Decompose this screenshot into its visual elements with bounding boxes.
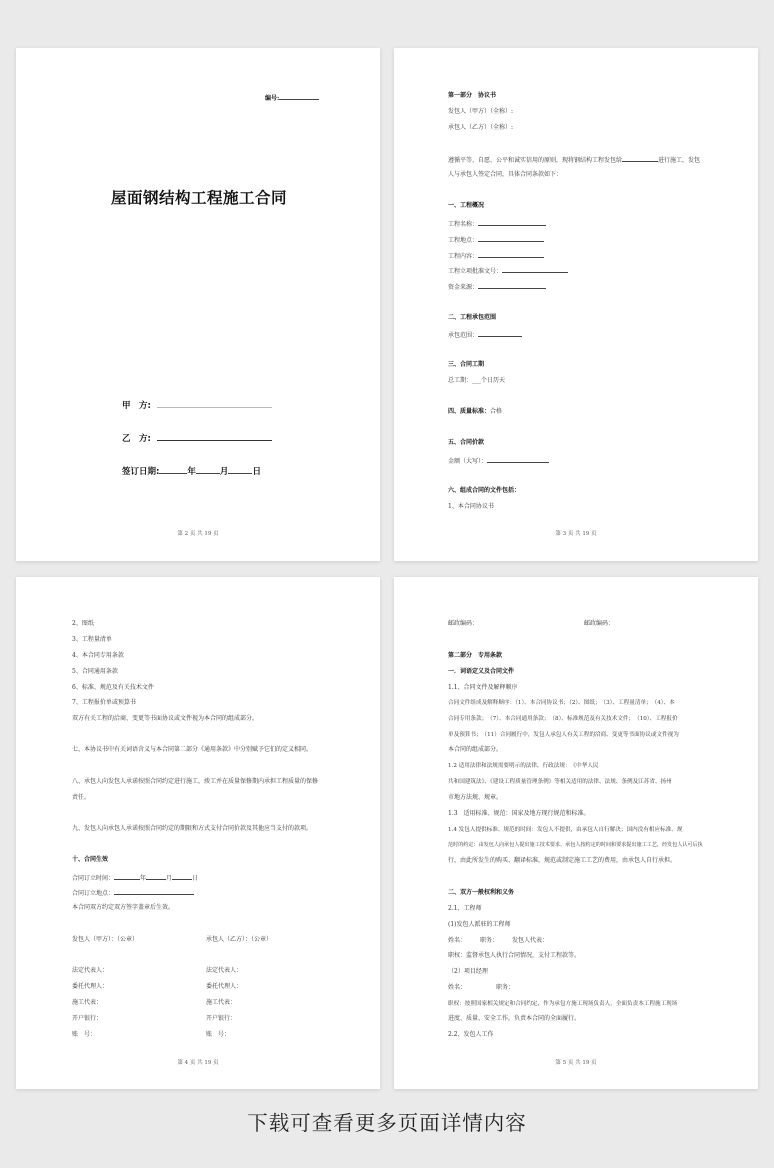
section-heading: 第一部分 协议书 — [448, 92, 497, 99]
doc-item: 6、标准、规范及有关技术文件 — [72, 684, 154, 691]
clause-7: 七、本协议书中有关词语含义与本合同第二部分《通用条款》中分别赋予它们的定义相同。 — [72, 746, 313, 753]
section-heading: 第二部分 专用条款 — [448, 652, 503, 659]
paragraph: 范时的约定：由发包人向承包人提出施工技术要求，承包人按约定的时间和要求提出施工工艺，经发包人认可后执 — [448, 842, 703, 848]
approval-no-line: 工程立项批准文号： — [448, 266, 568, 276]
section-heading: 二、工程承包范围 — [448, 314, 497, 321]
page-footer: 第 5 页 共 19 页 — [555, 1060, 597, 1066]
paragraph: 2.2、发包人工作 — [448, 1031, 494, 1038]
paragraph: 合同专用条款； （7）、本合同通用条款； （8）、标准规范及有关技术文件； （10）、工程报价 — [448, 716, 678, 722]
section-heading: 十、合同生效 — [72, 856, 109, 863]
section-heading: 一．词语定义及合同文件 — [448, 668, 515, 675]
signature-field: 账 号： — [72, 1031, 97, 1038]
paragraph: 共和国建筑法》、《建设工程质量管理条例》等相关适用的法律、法规、条例及江苏省、扬州 — [448, 779, 672, 785]
signature-field: 施工代表： — [206, 999, 237, 1006]
project-site-line: 工程地点： — [448, 235, 544, 245]
party-b-line — [157, 440, 272, 441]
signature-field: 开户银行： — [206, 1015, 237, 1022]
preamble-line-2: 人与承包人签定合同，具体合同条款如下： — [448, 171, 563, 178]
page-footer: 第 4 页 共 19 页 — [177, 1060, 219, 1066]
page-footer: 第 2 页 共 19 页 — [177, 531, 219, 537]
effective-line: 本合同双方约定双方签字盖章后生效。 — [72, 904, 175, 911]
doc-item: 7、工程报价单或预算书 — [72, 699, 136, 706]
paragraph: 2.1、工程师 — [448, 905, 482, 912]
paragraph: 1.1、合同文件及解释顺序 — [448, 684, 518, 691]
paragraph: 合同文件组成及解释顺序：（1）、本合同协议书；（2）、图纸； （3）、工程量清单； （4）、本 — [448, 700, 675, 706]
page-agreement — [394, 48, 758, 561]
quality-line: 四、质量标准：合格 — [448, 408, 503, 415]
contract-number-label: 编号: — [265, 93, 319, 103]
employer-seal: 发包人（甲方）：（公章） — [72, 936, 139, 943]
page-agreement-continued — [16, 577, 380, 1089]
section-heading: 五、合同价款 — [448, 439, 485, 446]
doc-item: 5、合同通用条款 — [72, 668, 118, 675]
doc-item: 3、工程量清单 — [72, 636, 112, 643]
paragraph: 双方有关工程的洽商、变更等书面协议或文件视为本合同的组成部分。 — [72, 715, 259, 722]
amount-line: 金额（大写）： — [448, 456, 549, 466]
paragraph: 本合同的组成部分。 — [448, 746, 503, 753]
paragraph: 1.3 适用标准、规范：国家及地方现行规范和标准。 — [448, 810, 590, 817]
signature-field: 委托代理人： — [206, 983, 243, 990]
party-a-label: 甲 方: — [122, 401, 151, 411]
party-b-label: 乙 方: — [122, 434, 151, 444]
manager-name: 姓名： 职务： — [448, 984, 515, 991]
page-cover — [16, 48, 380, 561]
page-special-terms — [394, 577, 758, 1089]
signature-field: 法定代表人： — [72, 967, 109, 974]
postcode-field: 邮政编码： — [584, 620, 615, 627]
paragraph: 进度、质量、安全工作，负责本合同的全面履行。 — [448, 1015, 581, 1022]
doc-item: 4、本合同专用条款 — [72, 652, 124, 659]
engineer-name: 姓名： 职务： 发包人代表： — [448, 937, 549, 944]
section-heading: 六、组成合同的文件包括： — [448, 487, 521, 494]
paragraph: 市地方法规、规章。 — [448, 794, 503, 801]
signature-field: 账 号： — [206, 1031, 231, 1038]
doc-item: 2、图纸 — [72, 620, 94, 627]
page-footer: 第 3 页 共 19 页 — [555, 531, 597, 537]
section-heading: 二、双方一般权利和义务 — [448, 889, 515, 896]
paragraph: 行，由此所发生的购买、翻译标准，规范或制定施工工艺的费用，由承包人自行承担。 — [448, 857, 677, 864]
paragraph: 单及预算书； （11）合同履行中，发包人承包人有关工程的洽商、变更等书面协议或文件视为 — [448, 732, 679, 738]
paragraph: （2）项目经理 — [448, 968, 488, 975]
project-content-line: 工程内容： — [448, 251, 544, 261]
doc-item: 1、本合同协议书 — [448, 503, 494, 510]
sign-date-label: 签订日期: 年 月 日 — [122, 467, 261, 477]
signing-place-line: 合同订立地点： — [72, 888, 194, 898]
fund-source-line: 资金来源： — [448, 282, 546, 292]
clause-9: 九、发包人向承包人承诺按照合同约定的期限和方式支付合同价款及其他应当支付的款项。 — [72, 825, 313, 832]
paragraph: 职权：按照国家相关规定和合同约定，作为承包方施工现场负责人，全面负责本工程施工现场 — [448, 1001, 678, 1007]
document-title: 屋面钢结构工程施工合同 — [111, 189, 288, 207]
preamble-line-1: 遵循平等、自愿、公平和诚实信用的原则，现将钢结构工程发包给 进行施工，发包 — [448, 157, 701, 164]
clause-8: 八、承包人向发包人承诺按照合同约定进行施工，竣工并在质量保修期内承担工程质量的保修 — [72, 778, 319, 785]
employer-line: 发包人（甲方）（全称）: — [448, 108, 514, 115]
signature-field: 施工代表： — [72, 999, 103, 1006]
signature-field: 委托代理人： — [72, 983, 109, 990]
download-caption: 下载可查看更多页面详情内容 — [247, 1111, 527, 1135]
signing-time-line: 合同订立时间： 年 月 日 — [72, 875, 199, 882]
section-heading: 一、工程概况 — [448, 202, 485, 209]
signature-field: 开户银行： — [72, 1015, 103, 1022]
project-name-line: 工程名称： — [448, 219, 546, 229]
paragraph: 1.2 适用法律和法规需要明示的法律，行政法规： 《中华人民 — [448, 763, 599, 769]
paragraph: (1)发包人派驻的工程师 — [448, 921, 511, 928]
paragraph: 1.4 发包人提供标准、规范的时间：发包人不提供，由承包人自行解决；国内没有相应标准、规 — [448, 827, 683, 833]
postcode-field: 邮政编码： — [448, 620, 479, 627]
contractor-line: 承包人（乙方）（全称）: — [448, 124, 514, 131]
signature-field: 法定代表人： — [206, 967, 243, 974]
section-heading: 三、合同工期 — [448, 361, 485, 368]
paragraph: 职权：监督承包人执行合同情况，支付工程款等。 — [448, 952, 581, 959]
contractor-seal: 承包人（乙方）：（公章） — [206, 936, 273, 943]
scope-line: 承包范围： — [448, 330, 522, 340]
party-a-line — [157, 407, 272, 408]
clause-8-cont: 责任。 — [72, 794, 91, 801]
duration-line: 总工期：___个日历天 — [448, 377, 506, 384]
